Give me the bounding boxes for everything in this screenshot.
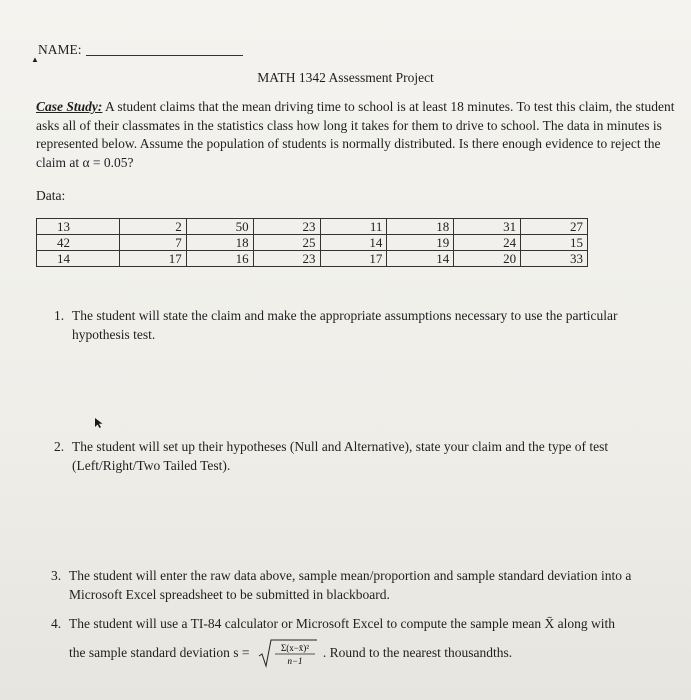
table-cell: 50 (186, 219, 253, 235)
table-cell: 23 (253, 251, 320, 267)
table-cell: 14 (387, 251, 454, 267)
table-cell: 24 (454, 235, 521, 251)
question-text: . Round to the nearest thousandths. (322, 645, 513, 661)
table-cell: 2 (119, 219, 186, 235)
table-cell: 16 (186, 251, 253, 267)
formula-denominator: n−1 (287, 656, 303, 666)
table-cell: 31 (454, 219, 521, 235)
table-cell: 19 (387, 235, 454, 251)
table-cell: 18 (387, 219, 454, 235)
table-cell: 27 (521, 219, 588, 235)
mouse-pointer-icon (94, 417, 106, 429)
data-table (36, 218, 588, 267)
question-number: 1. (54, 308, 65, 323)
pen-mark: ▲ (31, 55, 39, 64)
table-cell: 11 (320, 219, 387, 235)
table-cell: 18 (186, 235, 253, 251)
question-text: The student will use a TI-84 calculator or Microsoft Excel to compute the sample mean X̄ along with (69, 616, 615, 631)
table-cell: 14 (320, 235, 387, 251)
question-2 (54, 437, 644, 475)
name-label: NAME: (38, 42, 82, 57)
question-text: The student will state the claim and make the appropriate assumptions necessary to use the particular hypothesis test. (72, 308, 618, 342)
question-3 (51, 566, 666, 604)
formula-numerator: Σ(x−x̄)² (280, 643, 309, 653)
table-cell: 14 (37, 251, 120, 267)
table-cell: 20 (454, 251, 521, 267)
table-row (37, 219, 588, 235)
table-row (37, 235, 588, 251)
question-number: 3. (51, 568, 62, 583)
table-cell: 42 (37, 235, 120, 251)
question-text: The student will enter the raw data above, sample mean/proportion and sample standard deviation into a Microsoft Excel spreadsheet to be submitted in blackboard. (69, 568, 632, 602)
table-cell: 13 (37, 219, 120, 235)
table-cell: 15 (521, 235, 588, 251)
question-number: 2. (54, 439, 65, 454)
table-cell: 25 (253, 235, 320, 251)
question-text: The student will set up their hypotheses (Null and Alternative), state your claim and the type of test (Left/Right/Two Tailed Test). (72, 439, 609, 473)
name-blank-line (86, 55, 243, 56)
table-cell: 7 (119, 235, 186, 251)
table-cell: 17 (119, 251, 186, 267)
data-label: Data: (36, 188, 66, 203)
table-cell: 17 (320, 251, 387, 267)
question-number: 4. (51, 616, 62, 631)
page-title: MATH 1342 Assessment Project (257, 70, 434, 85)
table-row (37, 251, 588, 267)
table-cell: 23 (253, 219, 320, 235)
question-1 (54, 306, 654, 344)
case-study-paragraph (36, 98, 676, 172)
table-cell: 33 (521, 251, 588, 267)
question-4 (51, 614, 666, 669)
std-dev-formula (257, 639, 319, 669)
case-study-heading: Case Study: (36, 99, 103, 114)
case-study-text: A student claims that the mean driving time to school is at least 18 minutes. To test this claim, the student asks all of their classmates in the statistics class how long it takes for them to drive to school. The data in minutes is represented below. Assume the population of students is normally distributed. Is there enough evidence to reject the claim at α = 0.05? (36, 99, 675, 170)
question-text: the sample standard deviation s = (69, 645, 250, 661)
